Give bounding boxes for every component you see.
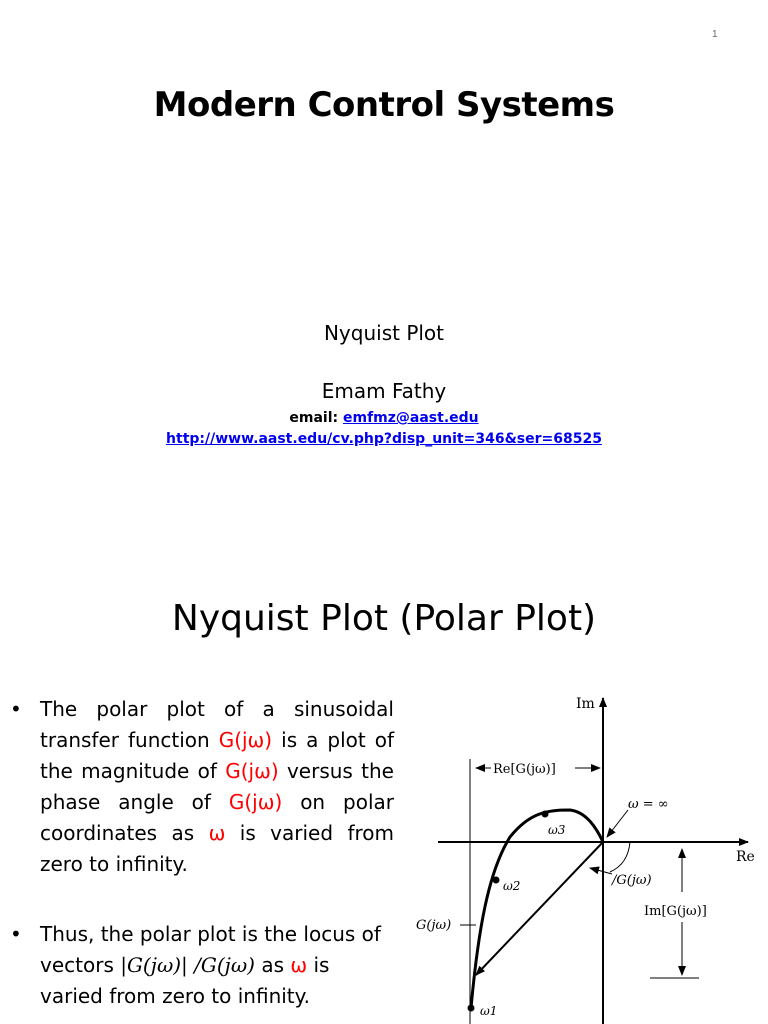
re-g-label: Re[G(jω)] [493, 762, 556, 777]
slide-title: Modern Control Systems [153, 85, 615, 125]
page-number: 1 [712, 29, 718, 40]
im-g-label: Im[G(jω)] [644, 904, 707, 919]
bullet-marker: • [10, 922, 22, 946]
bullet-1-red-c: G(jω) [228, 790, 283, 814]
slide-title: Nyquist Plot (Polar Plot) [171, 598, 597, 639]
email-link[interactable]: emfmz@aast.edu [342, 410, 479, 426]
omega2-label: ω2 [503, 879, 521, 893]
omega3-label: ω3 [548, 823, 566, 837]
g-vector [476, 842, 603, 975]
bullet-1-red-d: ω [208, 821, 226, 845]
bullet-2-text-c: is varied from zero to infinity. [40, 953, 330, 1008]
slide-subtitle: Nyquist Plot [323, 321, 445, 345]
bullet-2-red-a: ω [290, 953, 308, 977]
angle-pointer [590, 868, 612, 874]
url-link[interactable]: http://www.aast.edu/cv.php?disp_unit=346&ser=68525 [166, 431, 602, 447]
magnitude-angle-formula: |G(jω)| /G(jω) [120, 953, 255, 977]
omega2-point [493, 877, 500, 884]
bullet-1-text-a: The polar plot of a sinusoidal transfer function [40, 697, 394, 752]
bullet-1-red-a: G(jω) [218, 728, 273, 752]
bullet-1-text-e: is varied from zero to infinity. [40, 821, 395, 876]
bullet-2-text-b: as [254, 953, 291, 977]
re-axis-label: Re [736, 849, 755, 865]
omega3-point [542, 811, 549, 818]
im-axis-label: Im [576, 696, 595, 712]
author-name: Emam Fathy [321, 379, 447, 403]
omega-infinity-pointer [607, 810, 628, 837]
email-label: email: [289, 410, 339, 426]
email-line [0, 410, 768, 426]
bullet-2-text-a: Thus, the polar plot is the locus of vectors [40, 922, 381, 977]
polar-locus-curve [471, 810, 603, 1008]
angle-label: /G(jω) [612, 873, 652, 888]
g-label: G(jω) [416, 918, 452, 933]
bullet-marker: • [10, 697, 22, 721]
content-slide [0, 512, 768, 1024]
omega1-label: ω1 [480, 1004, 498, 1018]
omega1-point [468, 1005, 475, 1012]
bullet-1-text-b: is a plot of the magnitude of [40, 728, 394, 783]
angle-arc [610, 842, 630, 872]
bullet-1-text-d: on polar coordinates as [40, 790, 394, 845]
polar-plot-diagram [0, 512, 768, 1024]
bullet-1-text-c: versus the phase angle of [40, 759, 394, 814]
omega-infinity-label: ω = ∞ [628, 797, 669, 812]
url-line [0, 431, 768, 447]
bullet-1-red-b: G(jω) [225, 759, 279, 783]
